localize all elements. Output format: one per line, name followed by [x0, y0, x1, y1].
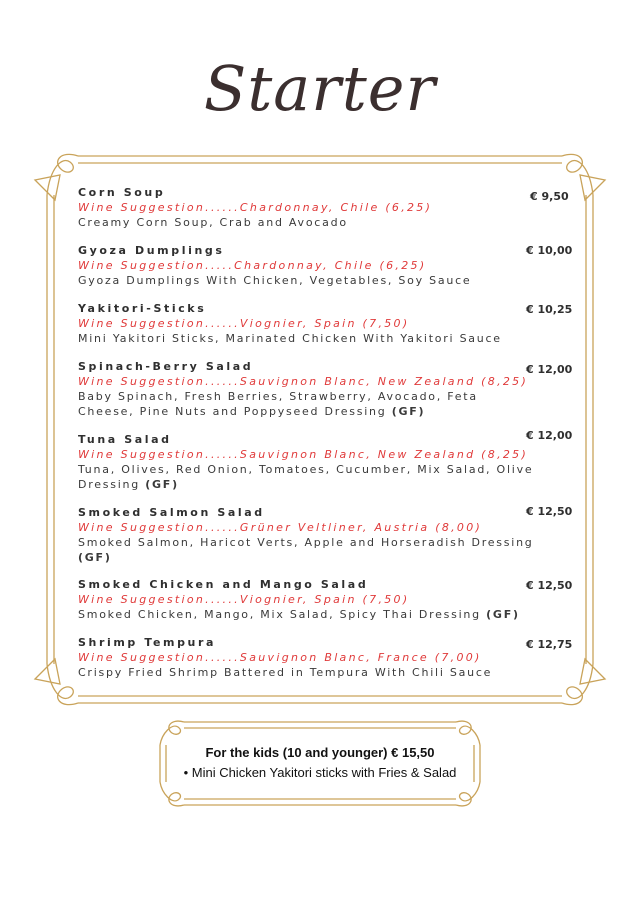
item-description: Smoked Salmon, Haricot Verts, Apple and Horseradish Dressing (GF) — [78, 536, 534, 564]
item-price: € 12,50 — [526, 579, 573, 592]
item-name: Spinach-Berry Salad — [78, 360, 254, 373]
wine-suggestion: Wine Suggestion......Viognier, Spain (7,50) — [78, 317, 410, 330]
item-description: Creamy Corn Soup, Crab and Avocado — [78, 216, 348, 229]
wine-suggestion: Wine Suggestion......Sauvignon Blanc, New Zealand (8,25) — [78, 448, 529, 461]
wine-suggestion: Wine Suggestion.....Chardonnay, Chile (6,25) — [78, 259, 427, 272]
wine-suggestion: Wine Suggestion......Grüner Veltliner, Austria (8,00) — [78, 521, 483, 534]
wine-suggestion: Wine Suggestion......Viognier, Spain (7,50) — [78, 593, 410, 606]
item-description: Crispy Fried Shrimp Battered in Tempura With Chili Sauce — [78, 666, 493, 679]
kids-menu-title: For the kids (10 and younger) € 15,50 — [205, 745, 435, 760]
item-price: € 12,00 — [526, 429, 573, 442]
wine-suggestion: Wine Suggestion......Chardonnay, Chile (6,25) — [78, 201, 433, 214]
item-name: Smoked Salmon Salad — [78, 506, 265, 519]
item-price: € 12,75 — [526, 638, 573, 651]
menu-item — [78, 577, 558, 622]
gluten-free-tag: (GF) — [145, 478, 179, 491]
kids-menu-item: • Mini Chicken Yakitori sticks with Fries & Salad — [183, 765, 457, 780]
menu-item — [78, 185, 558, 230]
item-price: € 12,00 — [526, 363, 573, 376]
item-price: € 12,50 — [526, 505, 573, 518]
wine-suggestion: Wine Suggestion......Sauvignon Blanc, New Zealand (8,25) — [78, 375, 529, 388]
page-title: Starter — [203, 52, 437, 125]
menu-item — [78, 635, 558, 680]
wine-suggestion: Wine Suggestion......Sauvignon Blanc, France (7,00) — [78, 651, 482, 664]
item-description: Baby Spinach, Fresh Berries, Strawberry, Avocado, Feta Cheese, Pine Nuts and Poppyseed Dressing (GF) — [78, 390, 478, 418]
menu-item — [78, 301, 558, 346]
gluten-free-tag: (GF) — [78, 551, 112, 564]
item-name: Gyoza Dumplings — [78, 244, 225, 257]
menu-item — [78, 243, 558, 288]
item-price: € 10,00 — [526, 244, 573, 257]
item-price: € 9,50 — [530, 190, 569, 203]
item-price: € 10,25 — [526, 303, 573, 316]
item-description: Gyoza Dumplings With Chicken, Vegetables, Soy Sauce — [78, 274, 472, 287]
item-name: Yakitori-Sticks — [78, 302, 207, 315]
menu-item — [78, 505, 558, 565]
item-description: Mini Yakitori Sticks, Marinated Chicken With Yakitori Sauce — [78, 332, 502, 345]
item-name: Smoked Chicken and Mango Salad — [78, 578, 369, 591]
item-name: Corn Soup — [78, 186, 166, 199]
item-description: Tuna, Olives, Red Onion, Tomatoes, Cucumber, Mix Salad, Olive Dressing (GF) — [78, 463, 534, 491]
menu-item — [78, 359, 558, 419]
item-name: Shrimp Tempura — [78, 636, 217, 649]
menu-item — [78, 432, 558, 492]
item-name: Tuna Salad — [78, 433, 172, 446]
gluten-free-tag: (GF) — [391, 405, 426, 418]
gluten-free-tag: (GF) — [486, 608, 520, 621]
item-description: Smoked Chicken, Mango, Mix Salad, Spicy Thai Dressing (GF) — [78, 608, 520, 621]
